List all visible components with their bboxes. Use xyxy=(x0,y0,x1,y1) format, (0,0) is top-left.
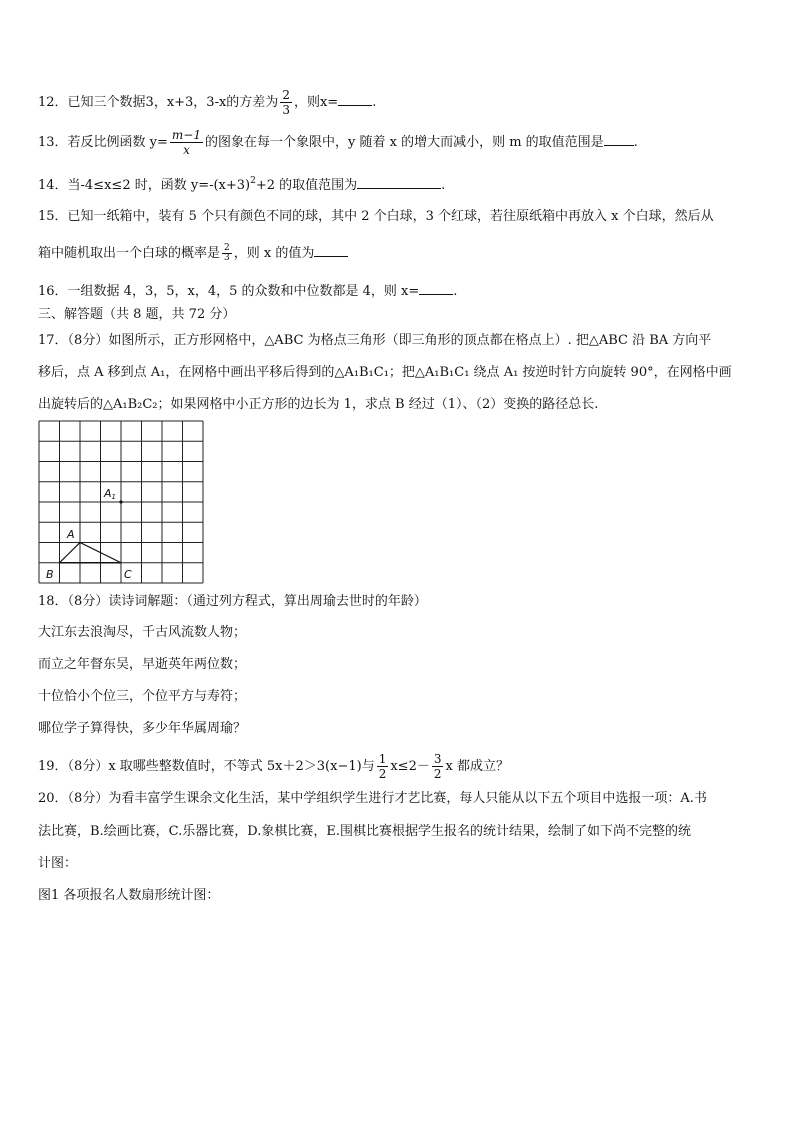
q13-end: . xyxy=(633,135,638,150)
q19-f1-num: 1 xyxy=(378,752,387,766)
q14-prefix: 14．当-4≤x≤2 时，函数 y=-(x+3) xyxy=(38,178,251,193)
poem-line-3: 十位恰小个位三，个位平方与寿符； xyxy=(38,689,247,704)
q16-end: . xyxy=(453,284,458,299)
question-18-heading: 18．（8分）读诗词解题：（通过列方程式，算出周瑜去世时的年龄） xyxy=(38,594,427,609)
q14-end: . xyxy=(441,178,446,193)
label-a1: A1 xyxy=(104,487,116,501)
question-20-line-1: 20．（8分）为看丰富学生课余文化生活，某中学组织学生进行才艺比赛，每人只能从以下五个项目中选报一项：A.书 xyxy=(38,791,707,806)
section-3-heading: 三、解答题（共 8 题，共 72 分） xyxy=(38,307,236,322)
q12-frac-den: 3 xyxy=(282,103,290,117)
q15-line2-prefix: 箱中随机取出一个白球的概率是 xyxy=(38,246,221,261)
q12-suffix: ，则x= xyxy=(293,95,339,110)
q14-suffix: +2 的取值范围为 xyxy=(255,178,358,193)
question-15-line-1: 15．已知一纸箱中，装有 5 个只有颜色不同的球，其中 2 个白球，3 个红球，若往原纸箱中再放入 x 个白球，然后从 xyxy=(38,209,714,224)
question-17-line-1: 17．（8分）如图所示，正方形网格中，△ABC 为格点三角形（即三角形的顶点都在格点上）. 把△ABC 沿 BA 方向平 xyxy=(38,333,712,348)
q13-suffix: 的图象在每一个象限中，y 随着 x 的增大而减小，则 m 的取值范围是 xyxy=(205,135,604,150)
q19-fraction-2 xyxy=(432,752,444,781)
label-a: A xyxy=(67,528,75,541)
poem-line-2: 而立之年督东吴，早逝英年两位数； xyxy=(38,657,247,672)
question-20-line-3: 计图： xyxy=(38,856,78,871)
question-17-line-2: 移后，点 A 移到点 A₁，在网格中画出平移后得到的△A₁B₁C₁；把△A₁B₁C₁ 绕点 A₁ 按逆时针方向旋转 90°，在网格中画 xyxy=(38,365,732,380)
triangle-grid-figure xyxy=(38,420,204,584)
point-a1-dot xyxy=(119,500,122,503)
q19-f2-den: 2 xyxy=(433,767,442,781)
q12-prefix: 12．已知三个数据3，x+3，3-x的方差为 xyxy=(38,95,279,110)
q15-fraction xyxy=(222,244,232,263)
figure-1-caption: 图1 各项报名人数扇形统计图： xyxy=(38,888,220,903)
q14-exponent: 2 xyxy=(250,176,256,186)
q19-f1-den: 2 xyxy=(378,767,387,781)
q15-frac-num: 2 xyxy=(224,243,230,253)
q19-suffix: x 都成立？ xyxy=(445,759,509,774)
question-19 xyxy=(38,752,509,781)
q13-prefix: 13．若反比例函数 y= xyxy=(38,135,168,150)
question-16 xyxy=(38,282,457,301)
q16-prefix: 16．一组数据 4，3，5，x，4，5 的众数和中位数都是 4，则 x= xyxy=(38,284,420,299)
q14-answer-blank xyxy=(357,176,441,189)
question-17-line-3: 出旋转后的△A₁B₂C₂；如果网格中小正方形的边长为 1，求点 B 经过（1）、（2）变换的路径总长. xyxy=(38,397,599,412)
q15-frac-den: 3 xyxy=(224,253,230,263)
question-14 xyxy=(38,172,445,195)
q12-answer-blank xyxy=(338,93,372,106)
q19-mid: x≤2－ xyxy=(390,759,430,774)
q12-frac-num: 2 xyxy=(282,88,290,102)
q13-frac-den: x xyxy=(183,143,190,157)
q19-prefix: 19．（8分）x 取哪些整数值时，不等式 5x＋2＞3(x−1)与 xyxy=(38,759,375,774)
q12-end: . xyxy=(372,95,377,110)
question-12 xyxy=(38,88,376,117)
question-15-line-2 xyxy=(38,244,348,263)
q13-frac-num: m−1 xyxy=(171,128,201,142)
q19-fraction-1 xyxy=(377,752,389,781)
q13-answer-blank xyxy=(604,133,634,146)
triangle-abc-edges xyxy=(60,543,122,563)
q15-answer-blank xyxy=(314,244,348,257)
q19-f2-num: 3 xyxy=(433,752,442,766)
q12-fraction xyxy=(280,88,292,117)
label-c: C xyxy=(124,568,132,581)
question-13 xyxy=(38,128,638,157)
q15-line2-suffix: ，则 x 的值为 xyxy=(233,246,315,261)
q16-answer-blank xyxy=(419,282,453,295)
poem-line-1: 大江东去浪淘尽，千古风流数人物； xyxy=(38,625,247,640)
poem-line-4: 哪位学子算得快，多少年华属周瑜？ xyxy=(38,721,247,736)
q13-fraction xyxy=(170,128,203,157)
question-20-line-2: 法比赛，B.绘画比赛，C.乐器比赛，D.象棋比赛，E.围棋比赛根据学生报名的统计结果，绘制了如下尚不完整的统 xyxy=(38,824,692,839)
label-b: B xyxy=(46,568,54,581)
